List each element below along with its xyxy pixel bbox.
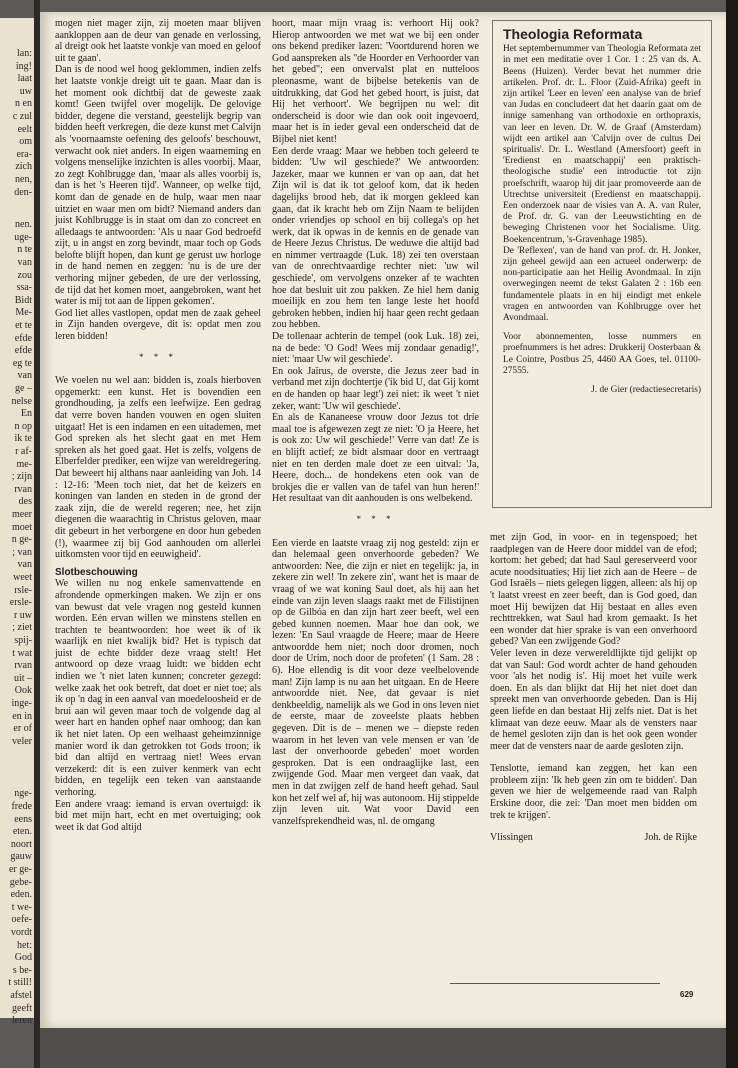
prev-page-fragment: nge- [14, 788, 32, 800]
prev-page-fragment: t still! [8, 977, 32, 989]
sidebar-signature: J. de Gier (redactiesecretaris) [591, 385, 701, 396]
prev-page-fragment: ssa- [16, 282, 32, 294]
prev-page-fragment: zou [17, 269, 32, 281]
prev-page-fragment: ik te [14, 433, 32, 445]
prev-page-fragment: ; ziet [12, 622, 32, 634]
journal-page [40, 12, 726, 1028]
signature-name: Joh. de Rijke [644, 832, 697, 844]
prev-page-fragment: gebe- [9, 876, 32, 888]
prev-page-fragment: eg te [12, 357, 32, 369]
prev-page-fragment: laat [17, 73, 32, 85]
col2-paragraph-6: Een vierde en laatste vraag zij nog gesteld: zijn er dan helemaal geen onverhoorde gebeden? We antwoorden: Nee, die zijn er niet en tegelijk: ja, in zekere zin wel! 'In zekere zin', want het is maar de vraag of we wat koning Saul doet, als hij aan het einde van zijn leven slaags raakt met de Filistijnen op de Gilbóa en dan zijn hart zeer beeft, wel een gebed kunnen noemen. Maar hoe dan ook, we lezen: 'En Saul vraagde de Heere; maar de Heere antwoordde hem niet; noch door dromen, noch door de Urim, noch door de profeten' (1 Sam. 28 : 6). Hoe ellendig is dit voor deze veelbelovende man! Zijn lamp is nu aan het uitgaan. En de Heere antwoordde niet. Nee, dat gevaar is niet denkbeeldig, namelijk als we God in ons leven niet de eerste, maar de zoveelste plaats hebben gegeven. Dit is de – menen we – diepste reden waarom in het leven van vele mensen er van 'de last der onverhoorde gebeden' moet worden gesproken. Dat is een ondraaglijke last, een zwijgende God. Maar men vergeet dan vaak, dat men in dat zwijgen zelf de hand heeft gehad. Saul kon het zelf wel af, hij was autonoom. Hij stippelde zijn leven uit. Wat voor David een vanzelfsprekendheid was, nl. de omgang [272, 537, 479, 827]
prev-page-fragment: En [20, 408, 32, 420]
sidebar-title: Theologia Reformata [503, 26, 643, 42]
prev-page-fragment: om [19, 136, 32, 148]
sidebar-paragraph-3: Voor abonnementen, losse nummers en proefnummers is het adres: Drukkerij Oosterbaan & Le Cointre, Postbus 25, 4460 AA Goes, tel. 01100-27555. [503, 332, 701, 376]
col1-paragraph-3: God liet alles vastlopen, opdat men de zaak geheel in Zijn handen overgeve, dit is: opdat men zou leren bidden! [55, 307, 261, 343]
prev-page-fragment: ; zijn [11, 471, 32, 483]
footer-rule [450, 983, 660, 984]
col2-paragraph-3: De tollenaar achterin de tempel (ook Luk. 18) zei, na de bede: 'O God! Wees mij zondaar genadig!', niet: 'maar Uw wil geschiede'. [272, 331, 479, 366]
prev-page-fragment: era- [16, 148, 32, 160]
prev-page-fragment: moet [12, 521, 32, 533]
prev-page-fragment: s be- [12, 964, 32, 976]
prev-page-fragment: nen. [15, 219, 32, 231]
prev-page-fragment: eens [14, 813, 32, 825]
prev-page-fragment: n en [15, 98, 32, 110]
sidebar-box [492, 20, 712, 508]
prev-page-fragment: n op [14, 420, 32, 432]
prev-page-fragment: t wat [12, 647, 32, 659]
prev-page-fragment: eten. [12, 826, 32, 838]
prev-page-fragment: den- [14, 186, 32, 198]
prev-page-fragment: n te [17, 244, 32, 256]
article-signature [490, 832, 697, 844]
prev-page-fragment: van [17, 559, 32, 571]
col1-paragraph-1: mogen niet mager zijn, zij moeten maar blijven aankloppen aan de deur van genade en verlossing, al dreigt ook het laatste vonkje van moed en geloof uit te gaan'. [55, 18, 261, 64]
prev-page-fragment: rvan [14, 660, 32, 672]
col2-paragraph-1: hoort, maar mijn vraag is: verhoort Hij ook? Hierop antwoorden we met wat we bij een onder ons bekend prediker lazen: 'Voortdurend horen we God aanspreken als "de Hoorder en Verhoorder van het gebed"; een onvervalst plat en nutteloos pleonasme, want de bijbelse betekenis van de uitdrukking, dat God het gebed hoort, is juist, dat Hij het verhoort'. We begrijpen nu wel: dit onderscheid is door wie dan ook ooit ingevoerd, maar het is in ieder geval een onderscheid dat de Bijbel niet kent! [272, 18, 479, 145]
prev-page-fragment: er ge- [8, 864, 32, 875]
prev-page-fragment: en in [12, 710, 32, 722]
prev-page-fragment: rsle- [14, 584, 32, 596]
prev-page-fragment: noort [10, 838, 32, 850]
prev-page-fragment: oefe- [11, 914, 32, 926]
prev-page-fragment: ge – [15, 383, 32, 394]
prev-page-fragment: des [18, 496, 32, 508]
prev-page-fragment: het: [17, 939, 32, 951]
col3-paragraph-3: Tenslotte, iemand kan zeggen, het kan een probleem zijn: 'Ik heb geen zin om te bidden'. Dan geven we hier de welgemeende raad van Ralph Erskine door, die zei: 'Dan moet men bidden om trek te krijgen'. [490, 763, 697, 821]
prev-page-fragment: er of [13, 723, 32, 735]
prev-page-fragment: ing! [15, 60, 32, 72]
prev-page-fragment: eelt [17, 123, 32, 135]
col2-paragraph-5: En als de Kananeese vrouw door Jezus tot drie maal toe is afgewezen zegt ze niet: 'O ja Heere, het is ook zo: Uw wil geschiede!' Verre van dat! Ze is en blijft actief; ze bidt alsmaar door en vertraagt niet en ten derden male doet ze een uitval: 'Ja, Heere, doch... de hondekens eten ook van de brokjes die er vallen van de tafel van hun heren!' Het resultaat van dit aanhouden is ons welbekend. [272, 412, 479, 505]
prev-page-fragment: van [17, 370, 32, 382]
prev-page-fragment: vordt [10, 927, 32, 938]
prev-page-fragment: n ge- [11, 534, 32, 546]
prev-page-fragment: c zul [12, 111, 32, 122]
prev-page-fragment: van [17, 257, 32, 268]
prev-page-fragment: leren [12, 1015, 32, 1027]
prev-page-fragment: Bidt [14, 294, 32, 306]
prev-page-fragment: God [14, 952, 32, 964]
prev-page-fragment: ; van [12, 546, 32, 558]
col2-paragraph-4: En ook Jaïrus, de overste, die Jezus zeer bad in verband met zijn dochtertje ('ik bid U, dat Gij komt en de handen op haar legt') zei niet: ik weet 't niet zeker, want: 'Uw wil geschiede'. [272, 365, 479, 412]
prev-page-fragment: uge- [14, 231, 32, 243]
prev-page-fragment: afstel [10, 990, 32, 1001]
prev-page-fragment: uit – [13, 672, 32, 684]
sidebar-paragraph-1: Het septembernummer van Theologia Reformata zet in met een meditatie over 1 Cor. 1 : 25 van ds. A. Beens (Huizen). Verder bevat het nummer drie artikelen. Prof. dr. L. Floor (Zuid-Afrika) geeft in zijn artikel 'Leer en leven' een analyse van de brief van Judas en concludeert dat het daarin gaat om de innige samenhang van orthodoxie en orthopraxis, van leer en leven. Dr. W. de Graaf (Amsterdam) wijdt een artikel aan 'Calvijn over de cultus Dei spiritualis'. Dr. L. Westland (Amersfoort) geeft in 'Eredienst en maatschappij' een praktisch-theologische studie' een introductie tot zijn proefschrift, waarop hij dit jaar promoveerde aan de Utrechtse universiteit (Eredienst en maatschappij. Een onderzoek naar de visies van A. A. van Ruler, de Prof. dr. G. van der Leeuwstichting en de beweging Christenen voor het Socialisme. Uitg. Boekencentrum, 's-Gravenhage 1985). [503, 44, 701, 245]
prev-page-fragment: gauw [10, 851, 32, 863]
col1-paragraph-4: We voelen nu wel aan: bidden is, zoals hierboven opgemerkt: een kunst. Het is bovendien een grondhouding, ja zelfs een leefwijze. Een gedrag dat verre boven handen vouwen en ogen sluiten uitgaat! Het is een indamen en een uitademen, met God spreken als het slecht gaat en met Hem spreken als het goed gaat. Het is zelfs, volgens de Elberfelder prediker, een wijze van wereldregering. Dat beweert hij althans naar aanleiding van Joh. 14 : 12-16: 'Meen toch niet, dat het de keizers en koningen van landen en steden in de grond der zaak zijn, die de wereld regeren; nee, het zijn diegenen die waarachtig in Christus geloven, maar dit gebeurt in het verborgene en door hun gebeden (!), waarmee zij bij God aanhouden om allerlei uitkomsten voor tijd en eeuwigheid'. [55, 375, 261, 561]
previous-page-edge [0, 18, 34, 1027]
section-divider: * * * [356, 513, 395, 524]
page-number: 629 [680, 990, 694, 999]
col1-paragraph-2: Dan is de nood wel hoog geklommen, indien zelfs het laatste vonkje dreigt uit te gaan. Maar dan is het moment ook dichtbij dat de geweste zaak komt! Geen twijfel over mogelijk. De gelovige bidder, degene die verstand, geestelijk begrip van bidden heeft verkregen, die deze kunst met Calvijn als 'voornaamste oefening des geloofs' beschouwt, verwacht ook niet anders. In eigen waarneming en volgens menselijke inzichten is alles voorbij. Maar, zo zegt Kohlbrugge dan, 'maar als alles voorbij is, dan is het 's Heeren tijd'. Wanneer, op welke tijd, komt dan de genade en de hulp, waar men naar uitziet en waar men om bidt? Niemand anders dan juist Kohlbrugge is in staat om dan zo concreet en alledaags te antwoorden: 'Als u naar God bedroefd zijt, u in angst en zorg bevindt, maar toch op Gods belofte blijft hopen, dan kunt ge gerust uw horloge in de hand nemen en zeggen: 'nu is de ure der verhoring mijner gebeden, de ure der verlossing, de tijd dat het komen moet, aangebroken, want het water is mij tot aan de lippen gekomen'. [55, 64, 261, 308]
background-below-page [40, 1028, 726, 1068]
column-2 [272, 18, 479, 827]
prev-page-fragment: spij- [14, 635, 32, 646]
section-heading: Slotbeschouwing [55, 566, 138, 578]
prev-page-fragment: ersle- [9, 597, 32, 609]
col3-paragraph-1: met zijn God, in voor- en in tegenspoed; het raadplegen van de Heere door middel van de efod; kortom: het gebed; dat had Saul gereserveerd voor acute noodsituaties; Hij liet zich aan de Heere – de God Israëls – niets gelegen liggen, alleen: als hij op 't laatst vreest en zeer beeft, dan is God goed, dan moet Hij bewijzen dat Hij bestaat en alles even rechttrekken, wat Saul had krom gemaakt. Is het een wonder dat hier sprake is van een onverhoord gebed? Van een zwijgende God? [490, 532, 697, 648]
prev-page-fragment: r uw [13, 609, 32, 621]
prev-page-fragment: frede [11, 801, 32, 812]
section-divider: * * * [139, 351, 177, 362]
prev-page-fragment: geeft [12, 1002, 32, 1014]
prev-page-fragment: veler [12, 735, 32, 747]
prev-page-fragment: nen, [15, 174, 32, 185]
prev-page-fragment: t we- [11, 901, 32, 913]
col1-paragraph-6: Een andere vraag: iemand is ervan overtuigd: ik bid met mijn hart, echt en met overtuiging; ook weet ik dat God altijd [55, 798, 261, 833]
prev-page-fragment: weet [13, 572, 32, 583]
column-3 [490, 532, 697, 844]
col2-paragraph-2: Een derde vraag: Maar we hebben toch geleerd te bidden: 'Uw wil geschiede?' We antwoorden: Jazeker, maar we kunnen er van op aan, dat het Zijn wil is dat ik tot geloof kom, dat ik heden dagelijks brood heb, dat ik morgen gekleed kan gaan, dat ik kracht heb om Zijn Naam te belijden onder vriendjes op school en bij collega's op het werk, dat ik opwas in de kennis en de genade van de Heere Jezus Christus. De weduwe die altijd bad en nimmer vertraagde (Luk. 18) zei ten overstaan van de onrechtvaardige rechter niet: 'uw wil geschiede', om vervolgens onzeker af te wachten hoe dat besluit uit zou pakken. Ze hiel hem danig moeilijk en zou hem ten lange leste het hoofd gebroken hebben, indien hij haar geen recht gedaan zou hebben. [272, 145, 479, 331]
prev-page-fragment: lan: [17, 48, 32, 59]
prev-page-fragment: efde [14, 332, 32, 344]
col3-paragraph-2: Veler leven in deze verwereldlijkte tijd gelijkt op dat van Saul: God wordt achter de hand gehouden voor 'als het nodig is'. Hij moet het vuile werk doen. En als dan blijkt dat Hij het niet doet dan spreekt men van onverhoorde gebeden. Dan is Hij geen liefde en dan bestaat Hij zelfs niet. Dat is het klimaat van deze eeuw. Maar als de vensters naar de hemel gesloten zijn dan is het ook geen wonder meer dat de vensters naar de aarde gesloten zijn. [490, 647, 697, 752]
prev-page-fragment: r af- [15, 446, 32, 457]
col1-paragraph-5: We willen nu nog enkele samenvattende en afrondende opmerkingen maken. We zijn er ons van bewust dat vele vragen nog gesteld kunnen worden. Eén ervan willen we minstens stellen en trachten te beantwoorden: hoe weet ik of ik waarlijk en niet kwalijk bid? Het is typisch dat juist de echte bidder deze vraag stelt! Het antwoord op deze vraag luidt: we bidden echt indien we 't niet laten kunnen; concreter gezegd: welke zaak het ook betreft, dat doet er niet toe; als ik op 'n dag in een aanval van moedeloosheid er de brui aan wil geven maar toch de volgende dag al weer hart en handen ophef naar omhoog; dan kan ik het niet laten. Op een welhaast geheimzinnige manier word ik dan getrokken tot Gods troon; ik bid dan altijd en vertraag niet! Wees ervan verzekerd: dit is een zuiver kenmerk van echt bidden, en tegelijk een teken van aanstaande verhoring. [55, 578, 261, 798]
right-edge-shadow [726, 0, 738, 1068]
prev-page-fragment: Me- [15, 307, 32, 319]
prev-page-fragment: rvan [14, 483, 32, 495]
prev-page-fragment: me- [16, 458, 32, 470]
prev-page-fragment: uw [19, 85, 32, 97]
sidebar-paragraph-2: De 'Reflexen', van de hand van prof. dr. H. Jonker, zijn geheel gewijd aan een actueel onderwerp: de non-participatie aan het Heilig Avondmaal. In zijn overwegingen neemt de tekst Galaten 2 : 16b een fundamentele plaats in en hij eindigt met enkele vragen en antwoorden van Kohlbrugge over het Avondmaal. [503, 245, 701, 324]
column-1 [55, 18, 261, 833]
prev-page-fragment: nelse [11, 395, 32, 407]
prev-page-fragment: efde [14, 345, 32, 357]
prev-page-fragment: meer [12, 509, 32, 520]
prev-page-fragment: eden. [10, 889, 32, 901]
prev-page-fragment: et te [15, 320, 32, 331]
signature-place: Vlissingen [490, 832, 533, 844]
prev-page-fragment: zich [15, 161, 32, 173]
prev-page-fragment: inge- [11, 698, 32, 709]
prev-page-fragment: Ook [14, 685, 32, 697]
